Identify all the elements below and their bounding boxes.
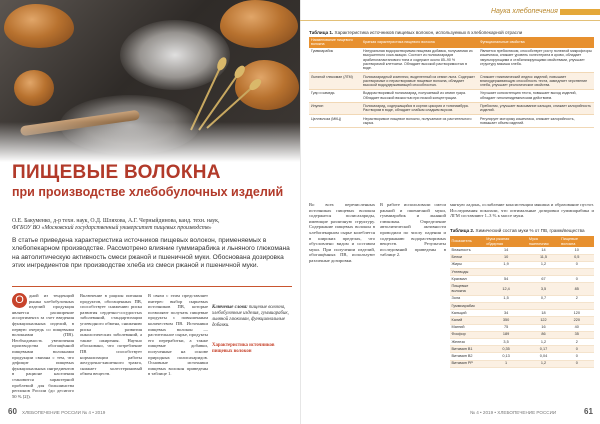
- table-cell: 16: [527, 324, 559, 331]
- text-column-1: [12, 293, 74, 399]
- table-cell: Гуар и камедь: [309, 89, 361, 102]
- running-title-bar: [560, 9, 600, 15]
- running-title-rule: [300, 20, 600, 21]
- column-2-text: Включение в рацион питания продуктов, обогащенных ПВ, способствует снижению риска развития сердечно-сосудистых заболеваний, стандартизации углеводного обмена, снижению риска развития онкологических заболеваний, а также ожирения. Научно обосновано, что потребление ПВ способствует нормализации работы желудочно-кишечного тракта, снижает холестериновый обмен веществ.: [80, 293, 142, 377]
- table-cell: 40: [560, 324, 594, 331]
- table-cell: Пищевые волокна: [450, 283, 485, 295]
- affiliation: ФГБОУ ВО «Московский государственный университет пищевых производств»: [12, 225, 212, 231]
- table-cell: 54: [485, 276, 528, 283]
- table-cell: 189: [485, 331, 528, 338]
- table-2-header: Пищевые волокна: [560, 236, 594, 247]
- table-1-header: Наименование пищевого волокна: [309, 37, 361, 48]
- table-row: [450, 317, 594, 324]
- table-cell: Целлюлоза (МКЦ): [309, 115, 361, 128]
- bread-bun: [14, 70, 54, 106]
- abstract: В статье приведена характеристика источников пищевых волокон, применяемых в хлебопекарном производстве. Рассмотрено влияние гуммиарабика и льняного глюкомана на автолитическую активность смеси ржаной и пшеничной муки. Обоснована дозировка этих ингредиентов при производстве хлеба из смеси ржаной и пшеничной муки.: [12, 237, 290, 270]
- text-column-3: [148, 293, 208, 377]
- article-title: ПИЩЕВЫЕ ВОЛОКНА: [12, 162, 221, 183]
- table-1-caption-text: Характеристика источников пищевых волокон, используемых в хлебопекарной отрасли: [334, 30, 523, 35]
- table-2-header: Мука ржаная обдирная: [485, 236, 528, 247]
- table-1-header: Краткая характеристика пищевого волокна: [361, 37, 478, 48]
- table-cell: [527, 303, 559, 310]
- keywords: пищевые волокна, хлебобулочные изделия, гуммиарабик, льняной глюкоман, функциональные добавки.: [212, 305, 289, 328]
- table-row: [450, 360, 594, 367]
- hero-photo: [0, 0, 300, 162]
- table-2-header-row: [450, 236, 594, 247]
- table-2-label: Таблица 2.: [450, 228, 475, 233]
- table-cell: 220: [560, 317, 594, 324]
- table-row: [450, 346, 594, 353]
- table-cell: Железо: [450, 339, 485, 346]
- bread-loaf-2: [220, 0, 298, 48]
- abstract-divider: [12, 286, 292, 287]
- table-cell: 3,5: [527, 283, 559, 295]
- keywords-label: Ключевые слова:: [212, 305, 248, 310]
- table-cell: 0,5: [560, 254, 594, 261]
- table-row: [450, 353, 594, 360]
- footer-right: № 4 • 2019 • ХЛЕБОПЕЧЕНИЕ РОССИИ: [470, 410, 557, 415]
- table-2-header: Мука пшеничная: [527, 236, 559, 247]
- table-cell: Фосфор: [450, 331, 485, 338]
- table-row: [450, 310, 594, 317]
- table-cell: Пребиотик, улучшает всасывание кальция, снижает калорийность изделий.: [478, 102, 594, 115]
- table-row: [309, 48, 594, 73]
- table-cell: 85: [560, 283, 594, 295]
- table-cell: 0: [560, 353, 594, 360]
- table-cell: [560, 303, 594, 310]
- table-cell: 0: [560, 360, 594, 367]
- table-cell: Витамин PP: [450, 360, 485, 367]
- table-cell: Улучшает консистенцию теста, повышает выход изделий, обладает гиполипидемическим действием.: [478, 89, 594, 102]
- table-row: [450, 247, 594, 254]
- table-cell: Гуммиарабик: [450, 303, 485, 310]
- table-cell: 0,04: [527, 353, 559, 360]
- table-2-caption: [450, 228, 594, 233]
- table-cell: Витамин B2: [450, 353, 485, 360]
- column-1-text: дной из тенденций рынка хлебобулочных изделий продукция является расширение ассортимента за счет введения функциональных изделий, в первую очередь со пищевыми волокнами (ПВ). Необходимость увеличения производства обогащённой пищевыми волокнами продукции связана с тем, что дефицит пищевых функциональных ингредиентов в рационе населения становится характерной проблемой для большинства регионов России (до десятого 50 % [2]).: [12, 293, 74, 399]
- table-cell: Витамин B1: [450, 346, 485, 353]
- table-cell: Белки: [450, 254, 485, 261]
- table-cell: 0: [560, 261, 594, 268]
- table-cell: 1: [485, 360, 528, 367]
- table-cell: Нерастворимое пищевое волокно, получаемое из растительного сырья.: [361, 115, 478, 128]
- table-cell: 1,9: [485, 261, 528, 268]
- photo-fade: [0, 122, 300, 162]
- table-row: [450, 276, 594, 283]
- bread-loaf-1: [4, 4, 74, 48]
- right-text-column-3: [450, 202, 594, 219]
- table-cell: Жиры: [450, 261, 485, 268]
- table-cell: 12,4: [485, 283, 528, 295]
- table-cell: Магний: [450, 324, 485, 331]
- table-cell: Гуммиарабик: [309, 48, 361, 73]
- table-cell: [485, 269, 528, 276]
- table-cell: Является пребиотиком, способствует росту полезной микрофлоры кишечника, снижает уровень холестерина в крови, обладает эмульгирующими и стабилизирующими свойствами, улучшает структуру мякиша хлеба.: [478, 48, 594, 73]
- table-cell: Снижает гликемический индекс изделий, повышает влагоудерживающую способность теста, замедляет черствение хлеба, улучшает реологические свойства.: [478, 73, 594, 90]
- table-cell: 2: [560, 295, 594, 302]
- table-cell: 86: [527, 331, 559, 338]
- authors-block: [12, 218, 302, 232]
- table-cell: 0,7: [527, 295, 559, 302]
- section-heading: Характеристика источников пищевых волокон: [212, 343, 275, 354]
- table-cell: 0: [560, 276, 594, 283]
- table-row: [450, 269, 594, 276]
- table-1: [309, 37, 594, 128]
- table-cell: 35: [560, 331, 594, 338]
- table-cell: 350: [485, 317, 528, 324]
- table-cell: 0,17: [527, 346, 559, 353]
- table-row: [450, 295, 594, 302]
- right-column-3-text: мягкую ладонь, ослабление консистенции мякиша и образование пустот. Исследования показали, что оптимальные дозировки гуммиарабика и ЛГМ составляют 1–3 % к массе муки.: [450, 202, 594, 219]
- table-row: [450, 283, 594, 295]
- table-2-header: Показатель: [450, 236, 485, 247]
- table-row: [450, 303, 594, 310]
- table-1-caption: [309, 30, 594, 35]
- table-cell: 11,5: [527, 254, 559, 261]
- table-cell: [527, 269, 559, 276]
- table-row: [450, 254, 594, 261]
- table-cell: 1,2: [527, 261, 559, 268]
- table-cell: 2: [560, 339, 594, 346]
- article-subtitle: при производстве хлебобулочных изделий: [12, 185, 284, 199]
- table-cell: [485, 303, 528, 310]
- right-text-column-1: [309, 202, 375, 264]
- table-cell: 14: [485, 247, 528, 254]
- table-row: [450, 339, 594, 346]
- table-cell: 75: [485, 324, 528, 331]
- table-cell: Полисахарид, содержащийся в корнях цикория и топинамбура. Растворим в воде, обладает слабым сладким вкусом.: [361, 102, 478, 115]
- table-row: [309, 89, 594, 102]
- table-cell: Регулирует моторику кишечника, снижает калорийность, повышает объем изделий.: [478, 115, 594, 128]
- keywords-block: [212, 305, 296, 355]
- table-cell: 1,2: [527, 339, 559, 346]
- table-cell: 14: [527, 247, 559, 254]
- page-number-left: 60: [8, 407, 17, 416]
- table-cell: 1,2: [527, 360, 559, 367]
- table-row: [450, 331, 594, 338]
- table-cell: 34: [485, 310, 528, 317]
- right-column-2-text: В работе использовали смеси ржаной и пшеничной муки, гуммиарабик и льняной глюкоман. Определение автолитической активности проводили по числу падения и содержанию водорастворимых веществ. Результаты исследований приведены в таблице 2.: [380, 202, 446, 258]
- table-cell: 0,13: [485, 353, 528, 360]
- table-cell: Зола: [450, 295, 485, 302]
- table-1-header: Функциональные свойства: [478, 37, 594, 48]
- table-cell: 18: [527, 310, 559, 317]
- table-cell: 0: [560, 346, 594, 353]
- table-cell: 120: [560, 310, 594, 317]
- table-cell: 3,5: [485, 339, 528, 346]
- table-cell: Льняной глюкоман (ЛГМ): [309, 73, 361, 90]
- footer-left: ХЛЕБОПЕЧЕНИЕ РОССИИ № 4 • 2019: [22, 410, 106, 415]
- table-row: [450, 324, 594, 331]
- table-cell: Инулин: [309, 102, 361, 115]
- page-number-right: 61: [584, 407, 593, 416]
- right-text-column-2: [380, 202, 446, 258]
- table-cell: 10: [560, 247, 594, 254]
- table-cell: [560, 269, 594, 276]
- table-cell: Крахмал: [450, 276, 485, 283]
- table-row: [309, 73, 594, 90]
- table-cell: Влажность: [450, 247, 485, 254]
- table-cell: 67: [527, 276, 559, 283]
- table-1-header-row: [309, 37, 594, 48]
- table-cell: 10: [485, 254, 528, 261]
- table-cell: 122: [527, 317, 559, 324]
- article-title-block: [12, 162, 292, 199]
- running-title: Наука хлебопечения: [491, 8, 558, 15]
- table-2-caption-text: Химический состав муки % от ПВ, грамм/вещества: [475, 228, 585, 233]
- table-cell: Полисахаридный комплекс, выделенный из семян льна. Содержит растворимые и нерастворимые пищевые волокна, обладает высокой водоудерживающей способностью.: [361, 73, 478, 90]
- table-1-label: Таблица 1.: [309, 30, 334, 35]
- table-cell: Кальций: [450, 310, 485, 317]
- table-row: [309, 102, 594, 115]
- table-cell: Калий: [450, 317, 485, 324]
- table-row: [309, 115, 594, 128]
- table-2: [450, 236, 594, 368]
- table-cell: Натуральная водорастворимая пищевая добавка, получаемая из высушенного сока акации. Состоит из полисахаридов арабиногалактанового типа и содержит около 85–90 % растворимой клетчатки. Обладает высокой растворимостью в воде.: [361, 48, 478, 73]
- table-row: [450, 261, 594, 268]
- drop-cap: О: [12, 293, 27, 308]
- table-cell: 1,5: [485, 295, 528, 302]
- table-cell: 0,35: [485, 346, 528, 353]
- column-3-text: В связи с этим представляет интерес выбор сырьевых источников ПВ, которые позволяют получать пищевые продукты с повышенным количеством ПВ. Источники пищевых волокон — растительное сырье, продукты его переработки, а также пищевые добавки, полученные на основе природных полисахаридов. Основные источники пищевых волокон приведены в таблице 1.: [148, 293, 208, 377]
- table-cell: Водорастворимый полисахарид, получаемый из семян гуара. Обладает высокой вязкостью при низкой концентрации.: [361, 89, 478, 102]
- authors: О.Е. Бакуменко, д-р техн. наук, О.Д. Шляхова, А.Г. Черныйдинова, канд. техн. наук,: [12, 218, 220, 224]
- right-column-1-text: Во всех перечисленных источниках пищевых волокон содержатся полисахариды, имеющие различную структуру. Содержание пищевых волокон в хлебопекарном сырье колеблется в широких пределах, что обусловлено видом и составом муки. При получении изделий, обогащённых ПВ, используют различные дозировки.: [309, 202, 375, 263]
- text-column-2: [80, 293, 142, 377]
- table-cell: Углеводы: [450, 269, 485, 276]
